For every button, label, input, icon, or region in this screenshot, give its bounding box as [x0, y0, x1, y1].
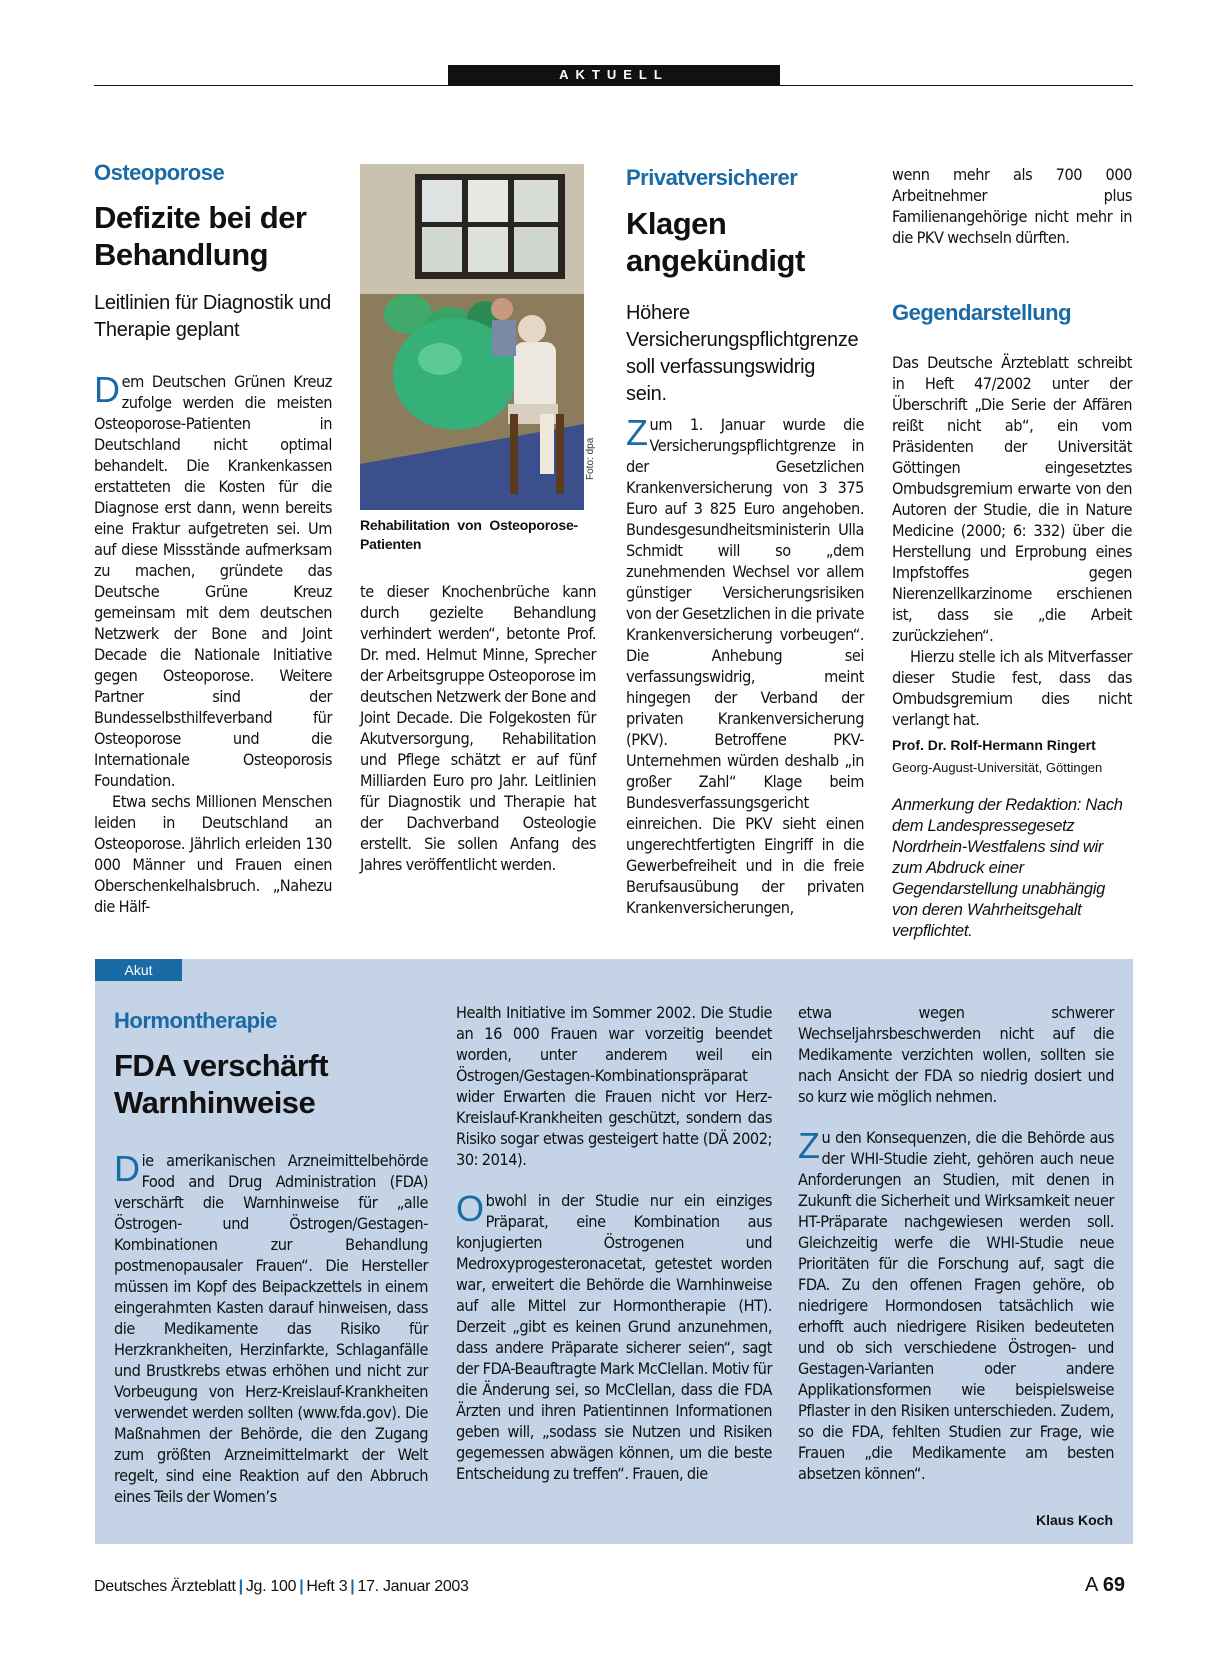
rehabilitation-photo — [360, 164, 584, 510]
article3-kicker: Gegendarstellung — [892, 300, 1072, 325]
footer-citation: Deutsches Ärzteblatt | Jg. 100 | Heft 3 | 17. Januar 2003 — [94, 1578, 469, 1595]
article2-column1 — [626, 414, 864, 918]
dropcap: Z — [798, 1125, 820, 1166]
box-column1 — [114, 1150, 428, 1507]
box-paragraph: bwohl in der Studie nur ein einziges Präparat, eine Kombination aus konjugierten Östrogenen und Medroxyprogesteronacetat, getestet worden war, erweitert die Behörde die Warnhinweise auf alle Mittel zur Hormontherapie (HT). Derzeit „gibt es keinen Grund anzunehmen, dass andere Präparate sicherer seien“, sagt der FDA-Beauftragte Mark McClellan. Motiv für die Änderung sei, so McClellan, dass die FDA Ärzten und ihren Patientinnen Informationen geben will, „sodass sie Nutzen und Risiken gegemessen abwägen können, um die beste Entscheidung zu treffen“. Frauen, die — [456, 1191, 772, 1483]
photo-caption: Rehabilitation von Osteoporose-Patienten — [360, 517, 578, 552]
footer-issue: Heft 3 — [306, 1578, 348, 1595]
article1-paragraph: Etwa sechs Millionen Menschen leiden in Deutschland an Osteoporose. Jährlich erleiden 130 000 Männer und Frauen einen Oberschenkelhalsbruch. „Nahezu die Hälf- — [94, 792, 332, 916]
box-column2 — [456, 1002, 772, 1484]
dropcap: Z — [626, 412, 648, 453]
section-tag: AKTUELL — [448, 65, 780, 85]
article2-paragraph: wenn mehr als 700 000 Arbeitnehmer plus Familienangehörige nicht mehr in die PKV wechseln dürften. — [892, 165, 1132, 247]
page-number-value: 69 — [1102, 1574, 1126, 1596]
article1-kicker: Osteoporose — [94, 160, 225, 185]
box-kicker: Hormontherapie — [114, 1008, 277, 1033]
box-column3 — [798, 1002, 1114, 1484]
article1-column2 — [360, 581, 596, 875]
article3-affiliation: Georg-August-Universität, Göttingen — [892, 760, 1103, 775]
box-paragraph: u den Konsequenzen, die die Behörde aus der WHI-Studie zieht, gehören auch neue Anforderungen an Studien, mit denen in Zukunft die Sicherheit und Wirksamkeit neuer HT-Präparate nachgewiesen werden soll. Gleichzeitig werfe die WHI-Studie neue Prioritäten für die Forschung auf, sagt die FDA. Zu den offenen Fragen gehöre, ob niedrigere Hormondosen tatsächlich wie erhofft auch niedrigere Risiken bedeuteten und ob sich verschiedene Östrogen- und Gestagen-Varianten oder andere Applikationsformen wie beispielsweise Pflaster in den Risiken unterschieden. Zudem, so die FDA, fehlten Studien zur Frage, wie Frauen „die Medikamente am besten absetzen können“. — [798, 1128, 1114, 1483]
article2-subhead: Höhere Versicherungspflichtgrenze soll verfassungswidrig sein. — [626, 302, 859, 405]
photo-illustration — [360, 164, 584, 510]
article3-paragraph: Hierzu stelle ich als Mitverfasser dieser Studie fest, dass das Ombudsgremium dies nicht verlangt hat. — [892, 647, 1132, 729]
page-number — [1085, 1574, 1125, 1597]
article3-signature: Prof. Dr. Rolf-Hermann Ringert — [892, 737, 1096, 753]
box-paragraph: etwa wegen schwerer Wechseljahrsbeschwerden nicht auf die Medikamente verzichten wollen, sollten sie nach Ansicht der FDA so niedrig dosiert und so kurz wie möglich nehmen. — [798, 1003, 1114, 1106]
box-headline: FDA verschärft Warnhinweise — [114, 1048, 329, 1120]
dropcap: D — [114, 1148, 140, 1189]
dropcap: O — [456, 1188, 484, 1229]
article1-headline: Defizite bei der Behandlung — [94, 200, 307, 272]
article3-column — [892, 352, 1132, 730]
box-paragraph: ie amerikanischen Arzneimittelbehörde Food and Drug Administration (FDA) verschärft die Warnhinweise für „alle Östrogen- und Östrogen/Gestagen-Kombinationen zur Behandlung postmenopausaler Frauen“. Die Hersteller müssen im Kopf des Beipackzettels in einem eingerahmten Kasten darauf hinweisen, dass die Medikamente das Risiko für Herzkrankheiten, Herzinfarkte, Schlaganfälle und Brustkrebs etwas erhöhen und nicht zur Vorbeugung von Herz-Kreislauf-Krankheiten verwendet werden sollten (www.fda.gov). Die Maßnahmen der Behörde, die den Zugang zum größten Arzneimittelmarkt der Welt regelt, sind eine Reaktion auf den Abbruch eines Teils der Women’s — [114, 1151, 428, 1506]
article1-subhead: Leitlinien für Diagnostik und Therapie geplant — [94, 292, 332, 341]
footer-journal: Deutsches Ärzteblatt — [94, 1578, 236, 1595]
article2-column2 — [892, 164, 1132, 248]
dropcap: D — [94, 369, 120, 410]
page-prefix: A — [1085, 1574, 1098, 1596]
akut-tag: Akut — [95, 959, 182, 981]
footer-volume: Jg. 100 — [245, 1578, 297, 1595]
article2-kicker: Privatversicherer — [626, 165, 798, 190]
article1-column1 — [94, 371, 332, 917]
box-author: Klaus Koch — [1036, 1512, 1114, 1528]
footer-date: 17. Januar 2003 — [357, 1578, 469, 1595]
header-rule — [94, 85, 1133, 86]
article2-headline: Klagen angekündigt — [626, 206, 805, 278]
photo-credit: Foto: dpa — [585, 437, 596, 480]
box-paragraph: Health Initiative im Sommer 2002. Die Studie an 16 000 Frauen war vorzeitig beendet worden, unter anderem weil ein Östrogen/Gestagen-Kombinationspräparat wider Erwarten die Frauen nicht vor Herz-Kreislauf-Krankheiten geschützt, sondern das Risiko sogar etwas gesteigert hatte (DÄ 2002; 30: 2014). — [456, 1003, 772, 1169]
article3-paragraph: Das Deutsche Ärzteblatt schreibt in Heft 47/2002 unter der Überschrift „Die Serie der Affären reißt nicht ab“, ein vom Präsidenten der Universität Göttingen eingesetztes Ombudsgremium erwarte von den Autoren der Studie, die in Nature Medicine (2000; 6: 332) über die Herstellung und Erprobung eines Impfstoffes gegen Nierenzellkarzinome erschienen ist, dass sie „die Arbeit zurückziehen“. — [892, 353, 1132, 645]
editorial-note: Anmerkung der Redaktion: Nach dem Landespressegesetz Nordrhein-Westfalens sind wir zum Abdruck einer Gegendarstellung unabhängig von deren Wahrheitsgehalt verpflichtet. — [892, 796, 1123, 940]
article1-paragraph: te dieser Knochenbrüche kann durch gezielte Behandlung verhindert werden“, betonte Prof. Dr. med. Helmut Minne, Sprecher der Arbeitsgruppe Osteoporose im deutschen Netzwerk der Bone and Joint Decade. Die Folgekosten für Akutversorgung, Rehabilitation und Pflege schätzt er auf fünf Milliarden Euro pro Jahr. Leitlinien für Diagnostik und Therapie hat der Dachverband Osteologie erstellt. Sie sollen Anfang des Jahres veröffentlicht werden. — [360, 582, 596, 874]
article1-paragraph: em Deutschen Grünen Kreuz zufolge werden die meisten Osteoporose-Patienten in Deutschland nicht optimal behandelt. Die Krankenkassen erstatteten die Kosten für die Diagnose erst dann, wenn bereits eine Fraktur aufgetreten sei. Um auf diese Missstände aufmerksam zu machen, gründete das Deutsche Grüne Kreuz gemeinsam mit dem deutschen Netzwerk der Bone and Joint Decade die Nationale Initiative gegen Osteoporose. Weitere Partner sind der Bundesselbsthilfeverband für Osteoporose und die Internationale Osteoporosis Foundation. — [94, 372, 332, 790]
article2-paragraph: um 1. Januar wurde die Versicherungspflichtgrenze in der Gesetzlichen Krankenversicherung von 3 375 Euro auf 3 825 Euro angehoben. Bundesgesundheitsministerin Ulla Schmidt will so „dem zunehmenden Wechsel vor allem günstiger Versicherungsrisiken von der Gesetzlichen in die private Krankenversicherung vorbeugen“. Die Anhebung sei verfassungswidrig, meint hingegen der Verband der privaten Krankenversicherung (PKV). Betroffene PKV-Unternehmen würden deshalb „in großer Zahl“ Klage beim Bundesverfassungsgericht einreichen. Die PKV sieht einen ungerechtfertigten Eingriff in die Gewerbefreiheit und in die freie Berufsausübung der privaten Krankenversicherungen, — [626, 415, 864, 917]
